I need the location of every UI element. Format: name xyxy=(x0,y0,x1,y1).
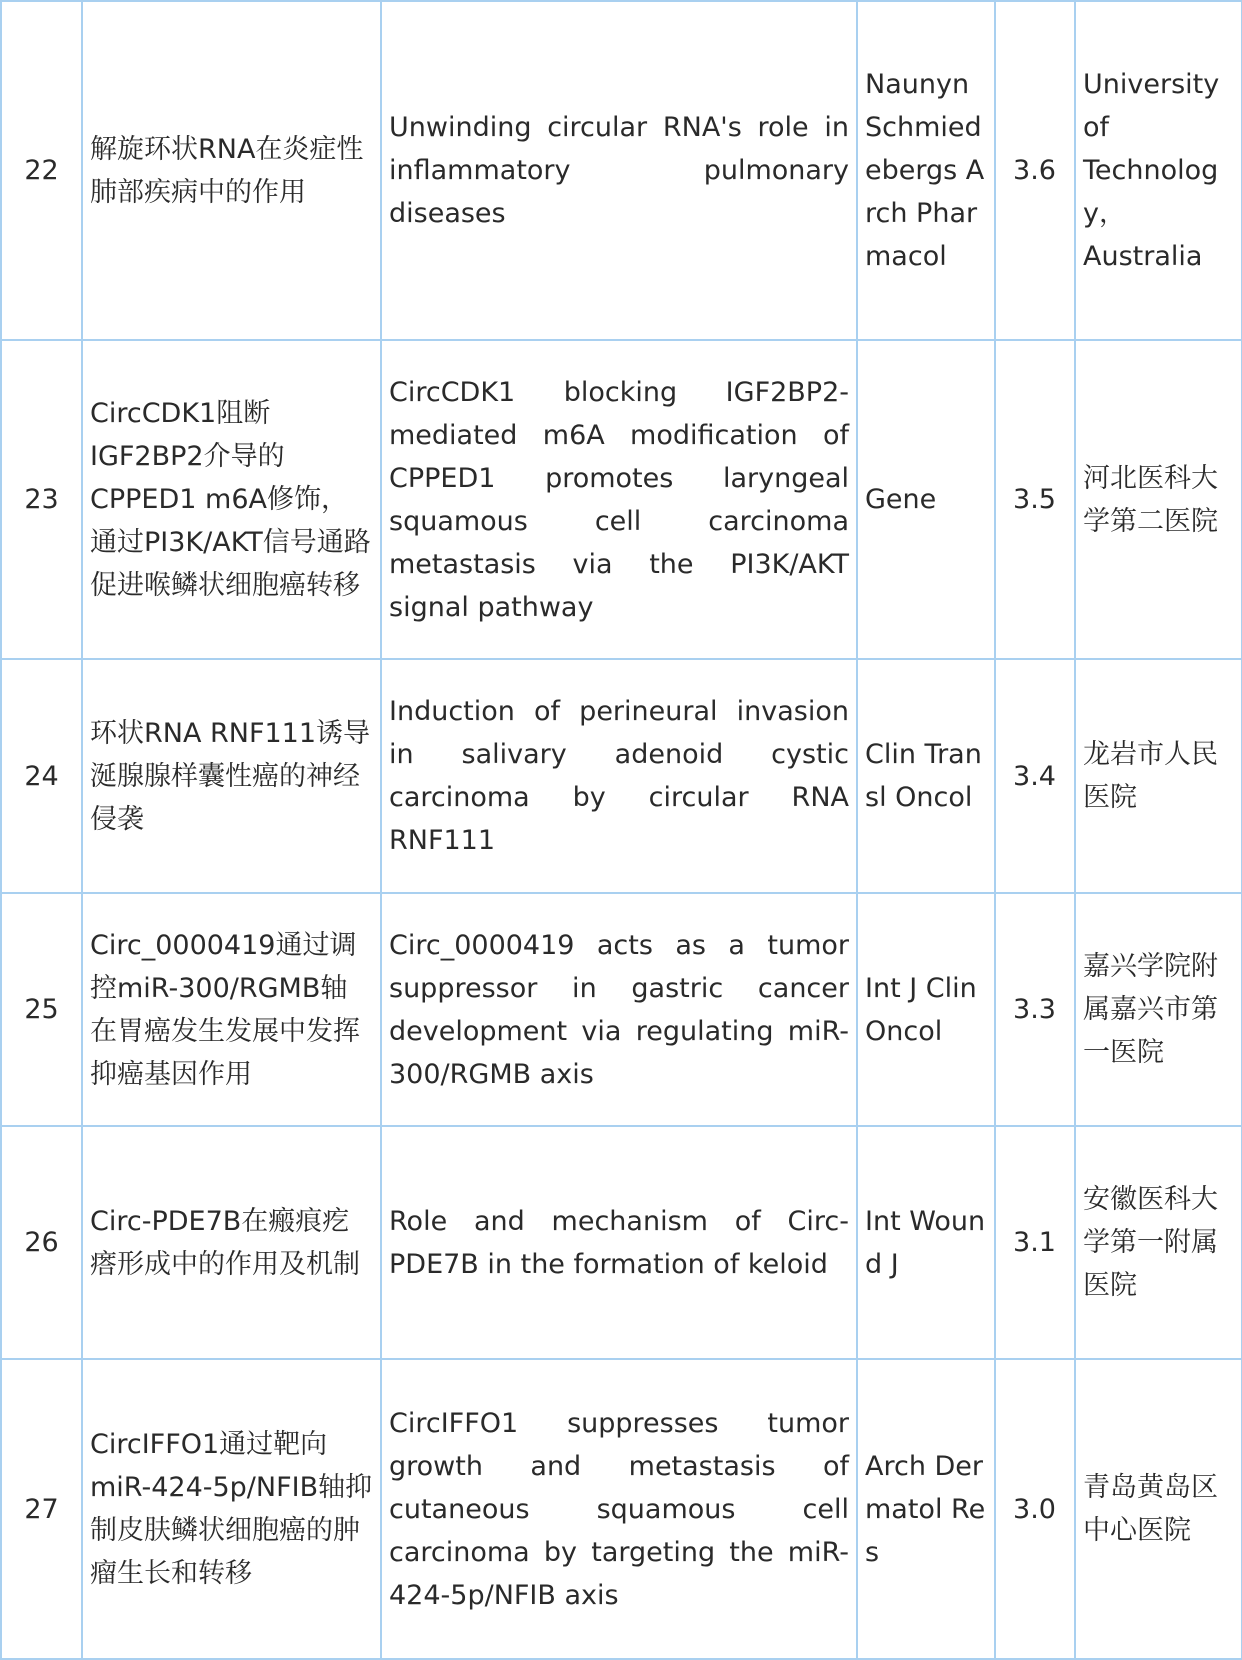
journal-name: Arch Dermatol Res xyxy=(857,1359,995,1659)
english-title: Role and mechanism of Circ-PDE7B in the formation of keloid xyxy=(381,1126,857,1359)
english-title: Circ_0000419 acts as a tumor suppressor in gastric cancer development via regulating miR-300/RGMB axis xyxy=(381,893,857,1126)
institution: 河北医科大学第二医院 xyxy=(1075,340,1242,659)
row-number: 24 xyxy=(1,659,82,893)
table-row xyxy=(1,340,1242,659)
impact-factor: 3.3 xyxy=(995,893,1075,1126)
english-title: CircIFFO1 suppresses tumor growth and metastasis of cutaneous squamous cell carcinoma by targeting the miR-424-5p/NFIB axis xyxy=(381,1359,857,1659)
impact-factor: 3.4 xyxy=(995,659,1075,893)
journal-name: Clin Transl Oncol xyxy=(857,659,995,893)
english-title: Induction of perineural invasion in salivary adenoid cystic carcinoma by circular RNA RNF111 xyxy=(381,659,857,893)
row-number: 23 xyxy=(1,340,82,659)
journal-name: Int Wound J xyxy=(857,1126,995,1359)
impact-factor: 3.5 xyxy=(995,340,1075,659)
table-row xyxy=(1,1126,1242,1359)
journal-name: Naunyn Schmiedebergs Arch Pharmacol xyxy=(857,1,995,340)
row-number: 26 xyxy=(1,1126,82,1359)
chinese-title: CircIFFO1通过靶向miR-424-5p/NFIB轴抑制皮肤鳞状细胞癌的肿瘤生长和转移 xyxy=(82,1359,381,1659)
institution: University of Technology，Australia xyxy=(1075,1,1242,340)
chinese-title: Circ-PDE7B在瘢痕疙瘩形成中的作用及机制 xyxy=(82,1126,381,1359)
impact-factor: 3.6 xyxy=(995,1,1075,340)
institution: 嘉兴学院附属嘉兴市第一医院 xyxy=(1075,893,1242,1126)
journal-name: Gene xyxy=(857,340,995,659)
row-number: 22 xyxy=(1,1,82,340)
chinese-title: 解旋环状RNA在炎症性肺部疾病中的作用 xyxy=(82,1,381,340)
table-row xyxy=(1,659,1242,893)
table-row xyxy=(1,893,1242,1126)
journal-name: Int J Clin Oncol xyxy=(857,893,995,1126)
table-row xyxy=(1,1359,1242,1659)
chinese-title: Circ_0000419通过调控miR-300/RGMB轴在胃癌发生发展中发挥抑癌基因作用 xyxy=(82,893,381,1126)
chinese-title: CircCDK1阻断IGF2BP2介导的CPPED1 m6A修饰，通过PI3K/AKT信号通路促进喉鳞状细胞癌转移 xyxy=(82,340,381,659)
english-title: Unwinding circular RNA's role in inflammatory pulmonary diseases xyxy=(381,1,857,340)
row-number: 27 xyxy=(1,1359,82,1659)
table-row xyxy=(1,1,1242,340)
institution: 青岛黄岛区中心医院 xyxy=(1075,1359,1242,1659)
english-title: CircCDK1 blocking IGF2BP2-mediated m6A modification of CPPED1 promotes laryngeal squamous cell carcinoma metastasis via the PI3K/AKT signal pathway xyxy=(381,340,857,659)
impact-factor: 3.1 xyxy=(995,1126,1075,1359)
chinese-title: 环状RNA RNF111诱导涎腺腺样囊性癌的神经侵袭 xyxy=(82,659,381,893)
institution: 龙岩市人民医院 xyxy=(1075,659,1242,893)
impact-factor: 3.0 xyxy=(995,1359,1075,1659)
institution: 安徽医科大学第一附属医院 xyxy=(1075,1126,1242,1359)
row-number: 25 xyxy=(1,893,82,1126)
